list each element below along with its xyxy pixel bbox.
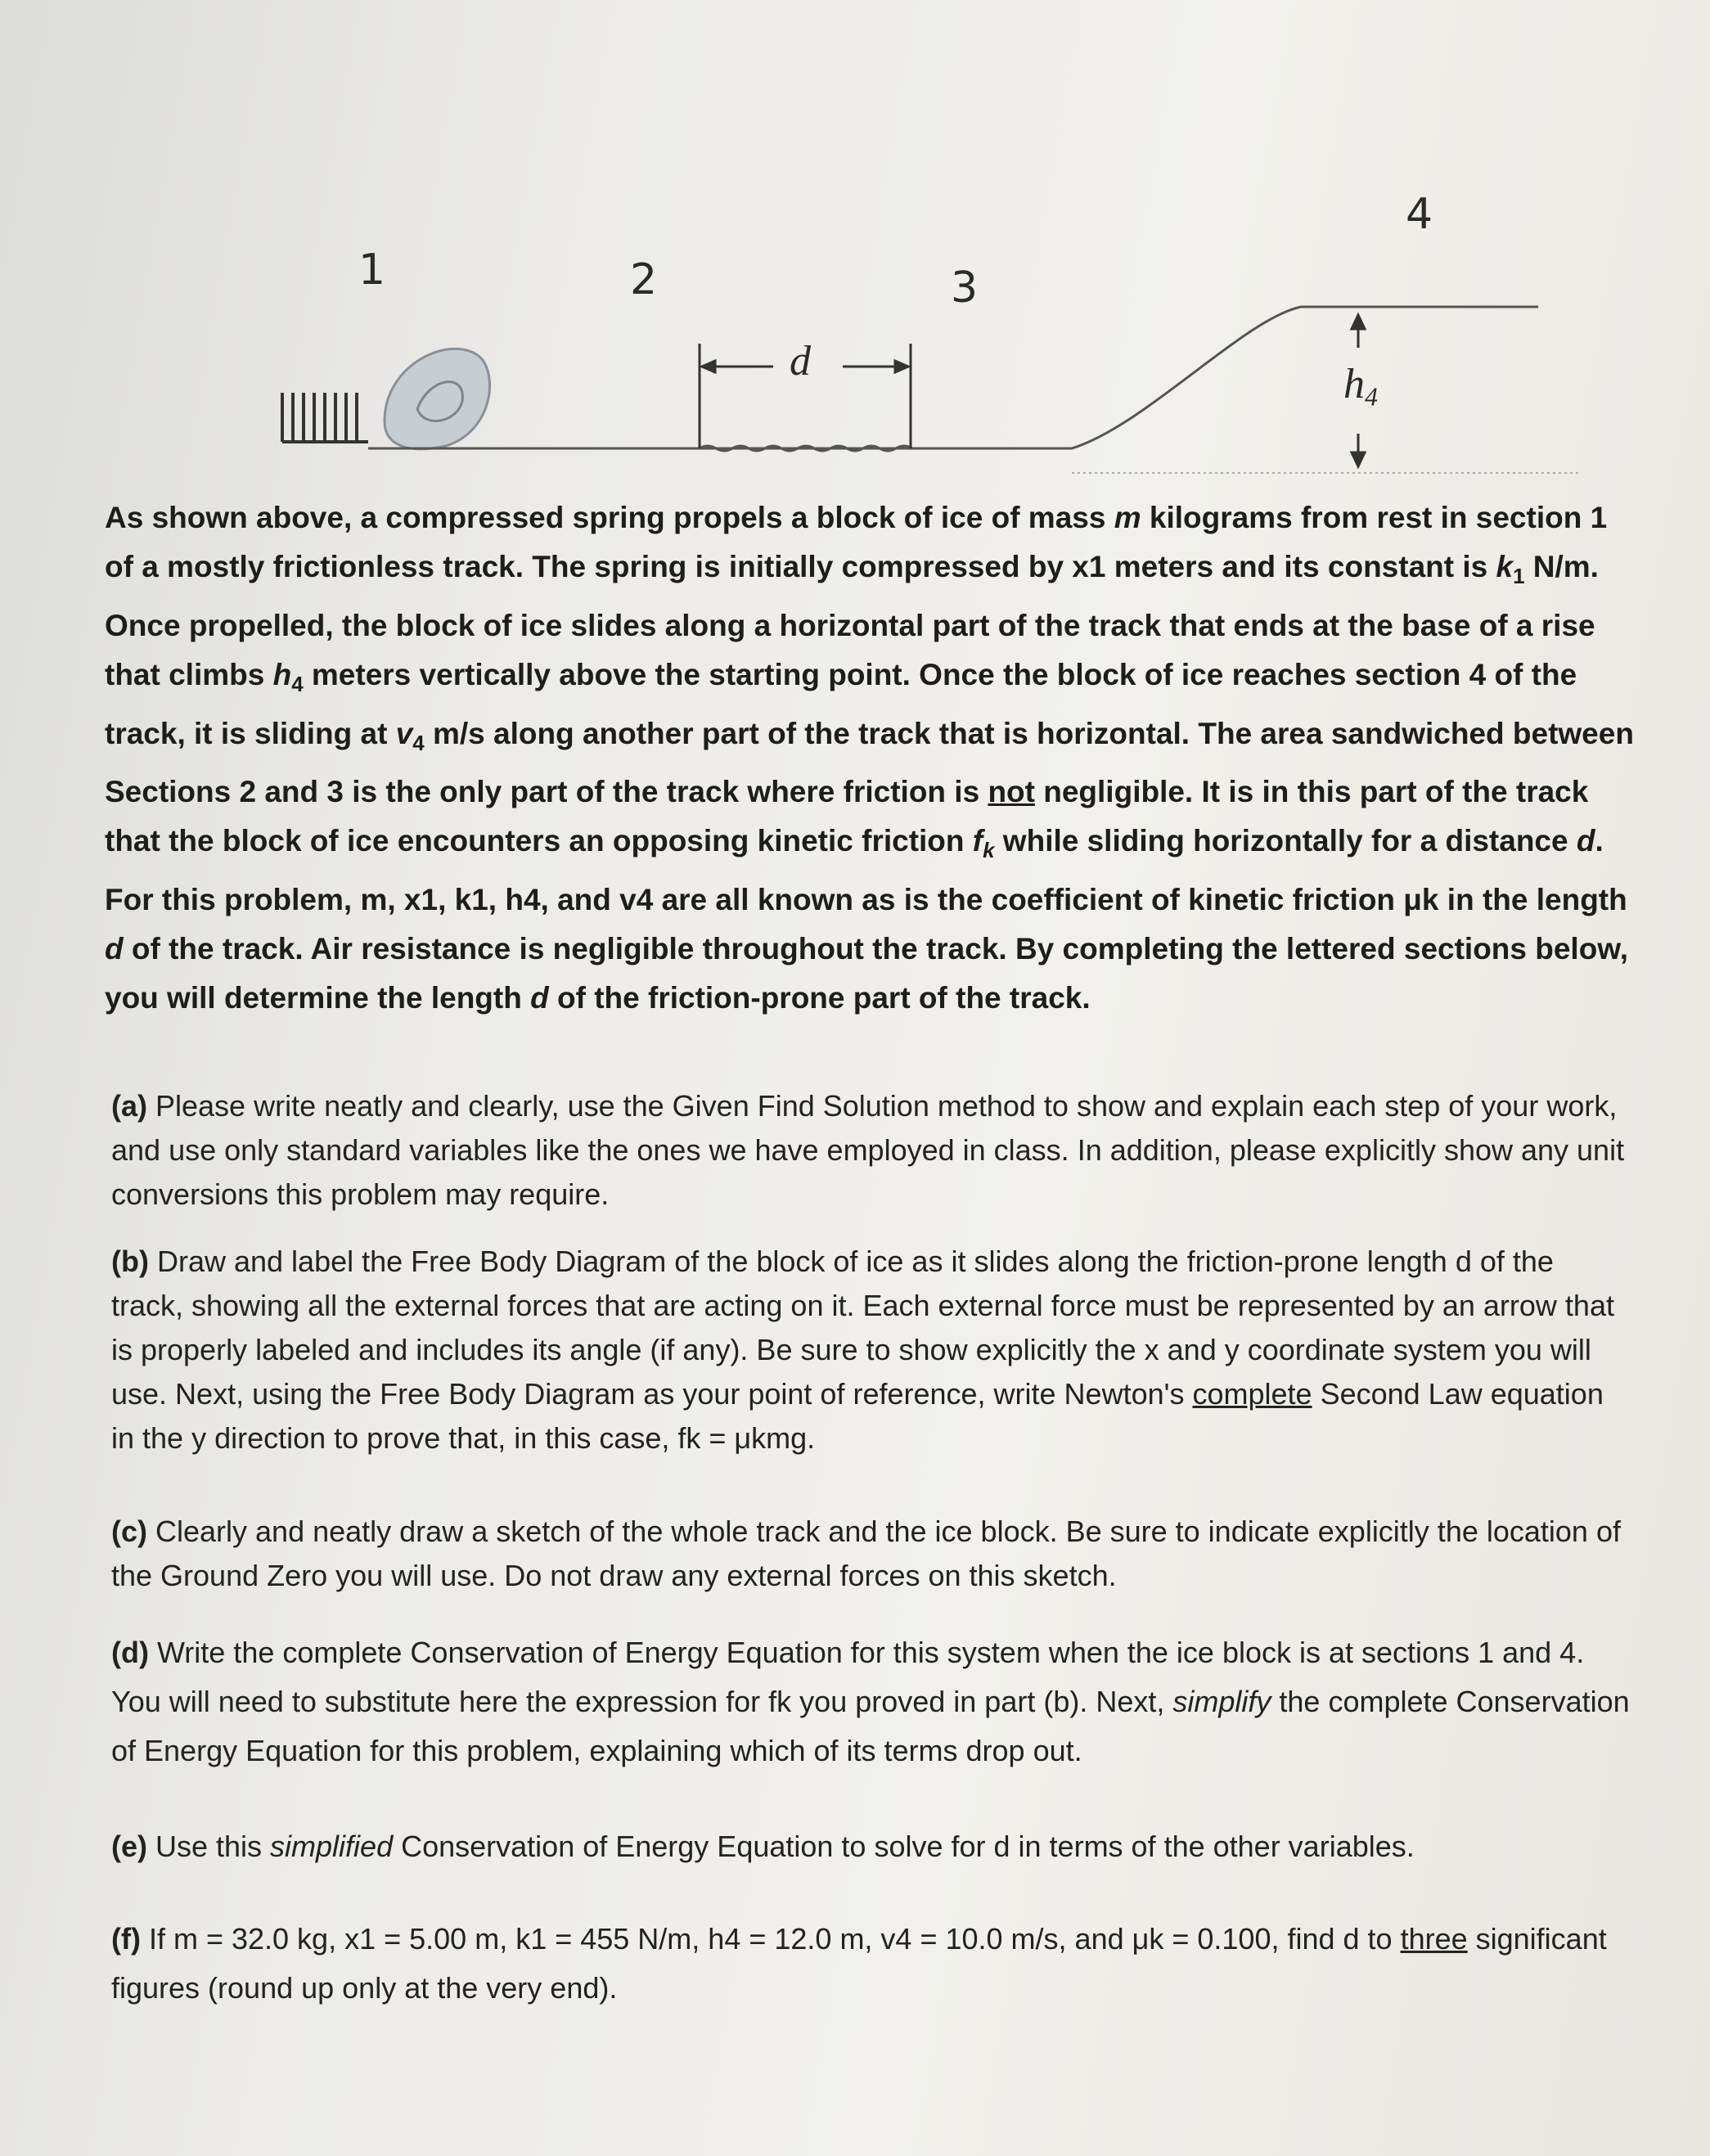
problem-text: As shown above, a compressed spring propels a block of ice of mass m kilograms from rest in section 1 of a mostly frictionless track. The spring is initially compressed by x1 meters and its constant is $k_1$ N/m. Once propelled, the block of ice slides along a horizontal part of the track that ends at the base of a rise that climbs $h_4$ meters vertically above the starting point. Once the block of ice reaches section 4 of the track, it is sliding at $v_4$ m/s along another part of the track that is horizontal. The area sandwiched between Sections 2 and 3 is the only part of the track where friction is not negligible. It is in this part of the track that the block of ice encounters an opposing kinetic friction $f_k$ while sliding horizontally for a distance d. For this problem, m, x1, k1, h4, and v4 are all known as is the coefficient of kinetic friction μk in the length d of the track. Air resistance is negligible throughout the track. By completing the lettered sections below, you will determine the length d of the friction-prone part of the track. <box>105 501 1634 1015</box>
part-a-text: Please write neatly and clearly, use the Given Find Solution method to show and explain each step of your work, and use only standard variables like the ones we have employed in class. In addition, please explicitly show any unit conversions this problem may require. <box>111 1089 1625 1211</box>
part-c: (c) Clearly and neatly draw a sketch of the whole track and the ice block. Be sure to indicate explicitly the location of the Ground Zero you will use. Do not draw any external forces on this sketch. <box>111 1515 1621 1592</box>
part-c-label: (c) <box>111 1515 147 1548</box>
distance-label: d <box>790 338 811 385</box>
ice-block <box>385 349 490 448</box>
part-d: (d) Write the complete Conservation of Energy Equation for this system when the ice block is at sections 1 and 4. You will need to substitute here the expression for fk you proved in part (b). Next, simplify the complete Conservation of Energy Equation for this problem, explaining which of its terms drop out. <box>111 1636 1630 1767</box>
spring <box>282 393 368 442</box>
part-b: (b) Draw and label the Free Body Diagram of the block of ice as it slides along the friction-prone length d of the track, showing all the external forces that are acting on it. Each external force must be represented by an arrow that is properly labeled and includes its angle (if any). Be sure to show explicitly the x and y coordinate system you will use. Next, using the Free Body Diagram as your point of reference, write Newton's complete Second Law equation in the y direction to prove that, in this case, fk = μkmg. <box>111 1245 1614 1455</box>
part-b-label: (b) <box>111 1245 149 1278</box>
section-label-3: 3 <box>951 263 979 313</box>
part-f: (f) If m = 32.0 kg, x1 = 5.00 m, k1 = 455 N/m, h4 = 12.0 m, v4 = 10.0 m/s, and μk = 0.100, find d to three significant figures (round up only at the very end). <box>111 1922 1607 2005</box>
section-label-2: 2 <box>630 255 658 304</box>
part-e: (e) Use this simplified Conservation of Energy Equation to solve for d in terms of the other variables. <box>111 1830 1415 1863</box>
section-label-1: 1 <box>358 245 386 295</box>
part-a-label: (a) <box>111 1089 147 1123</box>
track-diagram <box>0 0 1710 491</box>
part-a <box>111 1084 1633 1217</box>
problem-statement <box>105 493 1643 1023</box>
part-d-label: (d) <box>111 1636 149 1669</box>
part-e-label: (e) <box>111 1830 147 1863</box>
track-svg <box>0 0 1710 491</box>
section-label-4: 4 <box>1406 190 1433 239</box>
height-label: $h_4$ <box>1343 361 1378 412</box>
part-f-label: (f) <box>111 1922 141 1956</box>
